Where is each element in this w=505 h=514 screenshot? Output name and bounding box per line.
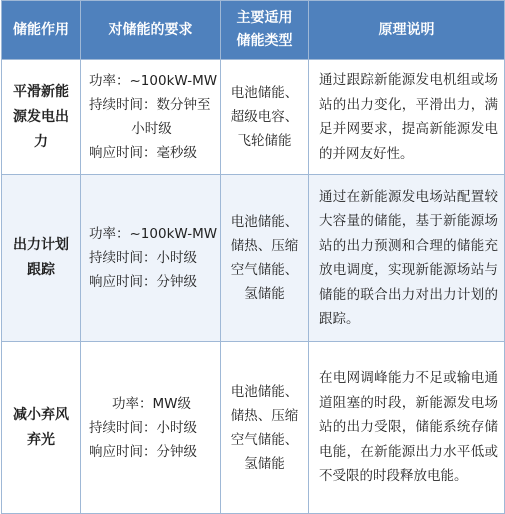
storage-type: 储热、压缩 xyxy=(230,238,299,254)
cell-requirements xyxy=(81,175,221,342)
cell-role: 平滑新能源发电出力 xyxy=(2,60,81,175)
requirement-duration: 持续时间：小时级 xyxy=(89,419,197,436)
storage-type: 超级电容、 xyxy=(230,109,299,125)
cell-requirements xyxy=(81,60,221,175)
cell-principle: 通过跟踪新能源发电机组或场站的出力变化，平滑出力，满足并网要求，提高新能源发电的并网友好性。 xyxy=(309,60,505,175)
storage-type: 电池储能、 xyxy=(230,85,299,101)
header-types xyxy=(221,1,309,60)
requirement-response: 响应时间：分钟级 xyxy=(89,274,197,290)
header-requirements: 对储能的要求 xyxy=(81,1,221,60)
table-row xyxy=(2,342,505,514)
requirement-power: 功率：~100kW-MW xyxy=(89,73,218,89)
requirement-response: 响应时间：毫秒级 xyxy=(89,145,197,161)
storage-type: 氢储能 xyxy=(244,455,285,472)
storage-type: 空气储能、 xyxy=(230,262,299,278)
storage-type: 储热、压缩 xyxy=(230,407,299,424)
table-row xyxy=(2,60,505,175)
requirement-duration: 持续时间：数分钟至 xyxy=(89,97,211,113)
cell-types xyxy=(221,60,309,175)
cell-role: 出力计划跟踪 xyxy=(2,175,81,342)
requirement-duration: 持续时间：小时级 xyxy=(89,250,197,266)
cell-requirements xyxy=(81,342,221,514)
storage-type: 氢储能 xyxy=(244,286,285,302)
requirement-duration-cont: 小时级 xyxy=(131,121,172,137)
cell-types xyxy=(221,342,309,514)
requirement-power: 功率：MW级 xyxy=(112,395,191,412)
table-header-row xyxy=(2,1,505,60)
requirement-response: 响应时间：分钟级 xyxy=(89,443,197,460)
cell-principle: 通过在新能源发电场站配置较大容量的储能，基于新能源场站的出力预测和合理的储能充放电调度，实现新能源场站与储能的联合出力对出力计划的跟踪。 xyxy=(309,175,505,342)
energy-storage-table xyxy=(1,0,505,514)
storage-type: 电池储能、 xyxy=(230,214,299,230)
cell-principle: 在电网调峰能力不足或输电通道阻塞的时段，新能源发电场站的出力受限，储能系统存储电能，在新能源出力水平低或不受限的时段释放电能。 xyxy=(309,342,505,514)
header-types-line2: 储能类型 xyxy=(236,33,293,49)
storage-type: 空气储能、 xyxy=(230,431,299,448)
storage-type: 电池储能、 xyxy=(230,383,299,400)
storage-type: 飞轮储能 xyxy=(237,133,292,149)
cell-role: 减小弃风弃光 xyxy=(2,342,81,514)
header-types-line1: 主要适用 xyxy=(236,10,293,26)
cell-types xyxy=(221,175,309,342)
header-principle: 原理说明 xyxy=(309,1,505,60)
requirement-power: 功率：~100kW-MW xyxy=(89,226,218,242)
header-role: 储能作用 xyxy=(2,1,81,60)
table-row xyxy=(2,175,505,342)
